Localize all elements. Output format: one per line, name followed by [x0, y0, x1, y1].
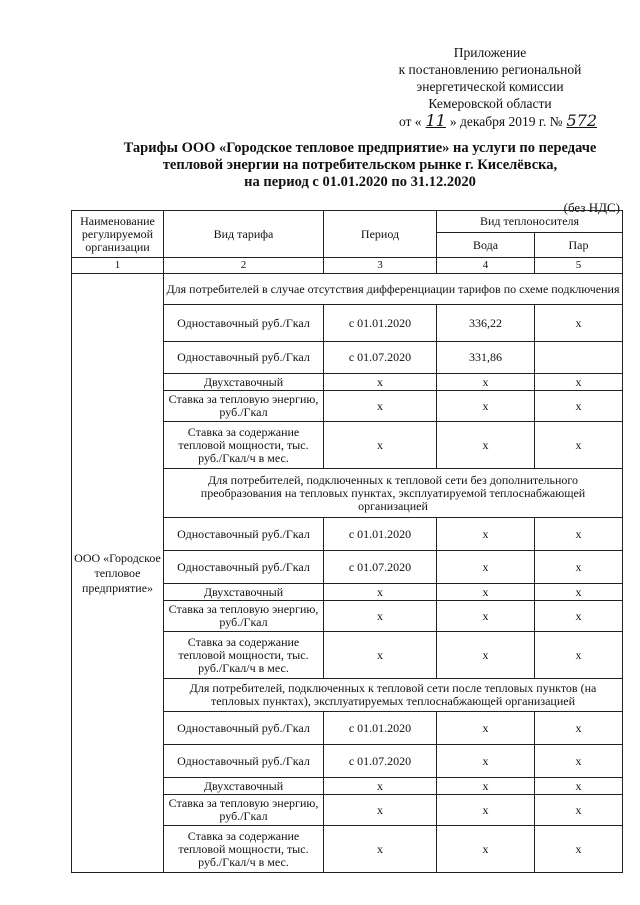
appendix-line-1: Приложение: [453, 45, 527, 60]
steam-value-cell: x: [535, 374, 623, 391]
tariff-type-cell: Ставка за тепловую энергию, руб./Гкал: [164, 795, 324, 826]
period-cell: с 01.07.2020: [324, 551, 437, 584]
water-value-cell: x: [437, 374, 535, 391]
col-number: 4: [437, 258, 535, 274]
water-value-cell: x: [437, 745, 535, 778]
period-cell: x: [324, 778, 437, 795]
water-value-cell: x: [437, 601, 535, 632]
header-carrier: Вид теплоносителя: [437, 211, 623, 233]
steam-value-cell: x: [535, 745, 623, 778]
header-row: [72, 211, 623, 233]
col-number: 3: [324, 258, 437, 274]
period-cell: x: [324, 826, 437, 873]
document-title: [90, 140, 630, 191]
steam-value-cell: x: [535, 422, 623, 469]
header-org: Наименование регулируемой организации: [72, 211, 164, 258]
tariff-type-cell: Одноставочный руб./Гкал: [164, 518, 324, 551]
tariff-type-cell: Ставка за тепловую энергию, руб./Гкал: [164, 391, 324, 422]
column-number-row: [72, 258, 623, 274]
period-cell: с 01.01.2020: [324, 305, 437, 342]
appendix-line-3: энергетической комиссии: [416, 79, 564, 94]
steam-value-cell: x: [535, 826, 623, 873]
tariff-type-cell: Одноставочный руб./Гкал: [164, 305, 324, 342]
period-cell: x: [324, 391, 437, 422]
appendix-line-2: к постановлению региональной: [398, 62, 582, 77]
steam-value-cell: x: [535, 584, 623, 601]
water-value-cell: x: [437, 391, 535, 422]
water-value-cell: 331,86: [437, 342, 535, 374]
section-row: [72, 274, 623, 305]
steam-value-cell: x: [535, 518, 623, 551]
appendix-header: [350, 44, 630, 130]
period-cell: x: [324, 601, 437, 632]
period-cell: с 01.07.2020: [324, 745, 437, 778]
vat-note: (без НДС): [563, 200, 620, 215]
steam-value-cell: x: [535, 551, 623, 584]
period-cell: x: [324, 422, 437, 469]
section-title: Для потребителей, подключенных к тепловой сети без дополнительного преобразования на тепловых пунктах, эксплуатируемой теплоснабжающей организацией: [164, 469, 623, 518]
header-steam: Пар: [535, 233, 623, 258]
steam-value-cell: x: [535, 601, 623, 632]
title-line-3: на период с 01.01.2020 по 31.12.2020: [244, 174, 476, 190]
steam-value-cell: x: [535, 795, 623, 826]
section-title: Для потребителей в случае отсутствия дифференциации тарифов по схеме подключения: [164, 274, 623, 305]
steam-value-cell: x: [535, 778, 623, 795]
header-tariff-type: Вид тарифа: [164, 211, 324, 258]
resolution-date: [370, 112, 630, 130]
steam-value-cell: x: [535, 305, 623, 342]
water-value-cell: x: [437, 826, 535, 873]
tariff-type-cell: Ставка за содержание тепловой мощности, тыс. руб./Гкал/ч в мес.: [164, 422, 324, 469]
tariff-type-cell: Двухставочный: [164, 374, 324, 391]
tariff-type-cell: Двухставочный: [164, 778, 324, 795]
water-value-cell: x: [437, 795, 535, 826]
date-middle: » декабря 2019 г. №: [449, 114, 563, 129]
appendix-line-4: Кемеровской области: [428, 96, 552, 111]
col-number: 5: [535, 258, 623, 274]
tariff-type-cell: Ставка за содержание тепловой мощности, тыс. руб./Гкал/ч в мес.: [164, 632, 324, 679]
water-value-cell: x: [437, 422, 535, 469]
steam-value-cell: x: [535, 712, 623, 745]
tariff-type-cell: Одноставочный руб./Гкал: [164, 745, 324, 778]
tariff-table-body: [72, 211, 623, 873]
header-water: Вода: [437, 233, 535, 258]
steam-value-cell: x: [535, 632, 623, 679]
tariff-table: [71, 210, 623, 873]
title-line-2: тепловой энергии на потребительском рынке г. Киселёвска,: [162, 157, 558, 173]
water-value-cell: x: [437, 584, 535, 601]
period-cell: с 01.07.2020: [324, 342, 437, 374]
col-number: 1: [72, 258, 164, 274]
title-line-1: Тарифы ООО «Городское тепловое предприятие» на услуги по передаче: [123, 140, 597, 156]
header-period: Период: [324, 211, 437, 258]
steam-value-cell: [535, 342, 623, 374]
period-cell: с 01.01.2020: [324, 518, 437, 551]
water-value-cell: x: [437, 778, 535, 795]
col-number: 2: [164, 258, 324, 274]
tariff-type-cell: Ставка за тепловую энергию, руб./Гкал: [164, 601, 324, 632]
date-prefix: от «: [398, 114, 422, 129]
period-cell: x: [324, 795, 437, 826]
organization-name: ООО «Городское тепловое предприятие»: [72, 274, 164, 873]
period-cell: x: [324, 584, 437, 601]
period-cell: x: [324, 374, 437, 391]
water-value-cell: x: [437, 551, 535, 584]
period-cell: с 01.01.2020: [324, 712, 437, 745]
resolution-number-handwritten: 572: [566, 111, 598, 130]
tariff-type-cell: Одноставочный руб./Гкал: [164, 342, 324, 374]
tariff-type-cell: Одноставочный руб./Гкал: [164, 712, 324, 745]
tariff-type-cell: Одноставочный руб./Гкал: [164, 551, 324, 584]
water-value-cell: x: [437, 632, 535, 679]
tariff-type-cell: Двухставочный: [164, 584, 324, 601]
period-cell: x: [324, 632, 437, 679]
section-title: Для потребителей, подключенных к тепловой сети после тепловых пунктов (на тепловых пунктах), эксплуатируемых теплоснабжающей организацией: [164, 679, 623, 712]
steam-value-cell: x: [535, 391, 623, 422]
water-value-cell: x: [437, 712, 535, 745]
tariff-type-cell: Ставка за содержание тепловой мощности, тыс. руб./Гкал/ч в мес.: [164, 826, 324, 873]
date-day-handwritten: 11: [425, 111, 446, 130]
water-value-cell: x: [437, 518, 535, 551]
water-value-cell: 336,22: [437, 305, 535, 342]
